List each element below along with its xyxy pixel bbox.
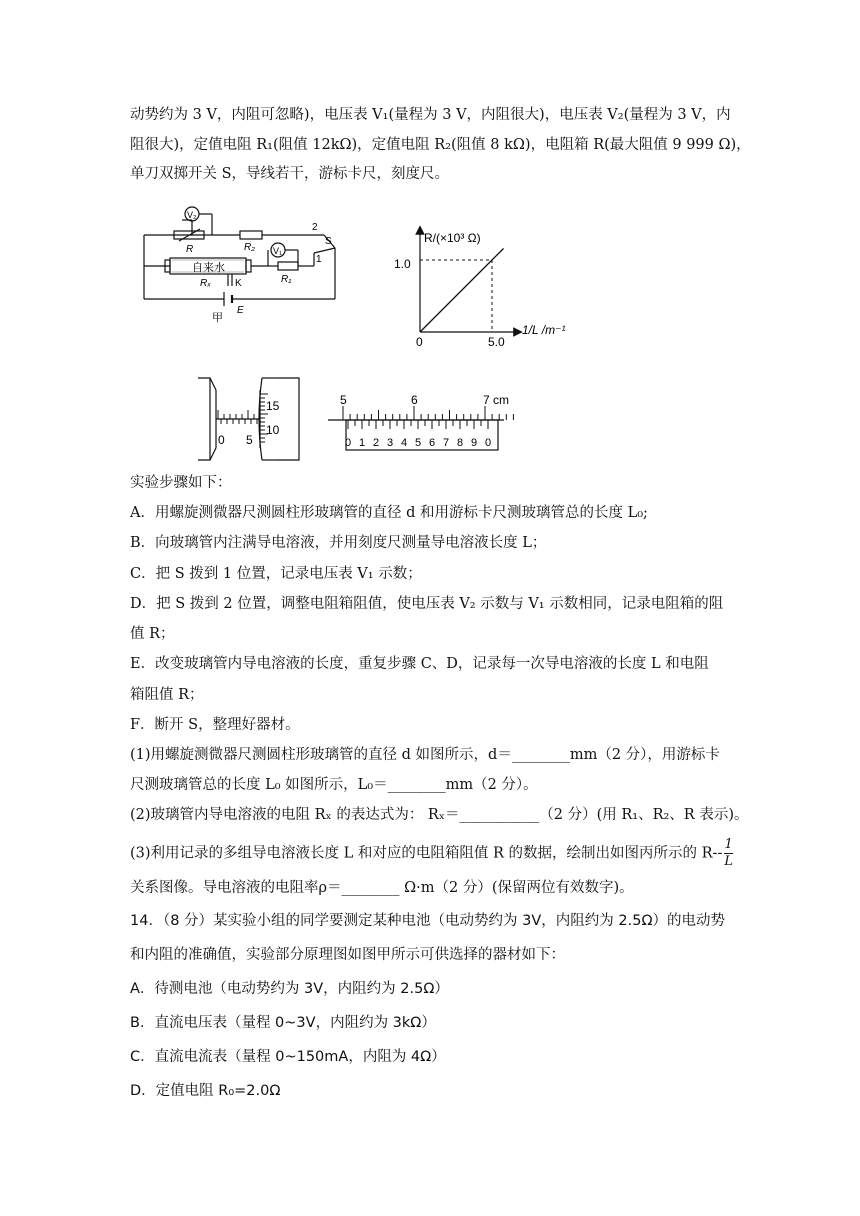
question-2: (2)玻璃管内导电溶液的电阻 Rₓ 的表达式为： Rₓ＝___________（2 分）(用 R₁、R₂、R 表示)。 (130, 807, 749, 823)
text-line-1: 动势约为 3 V，内阻可忽略)，电压表 V₁(量程为 3 V，内阻很大)，电压表 V₂(量程为 3 V，内 (130, 107, 731, 123)
chart-origin: 0 (416, 335, 423, 349)
question-1-line2: 尺测玻璃管总的长度 L₀ 如图所示，L₀＝________mm（2 分）。 (130, 777, 538, 793)
problem-14-line1: 14．（8 分）某实验小组的同学要测定某种电池（电动势约为 3V，内阻约为 2.5Ω）的电动势 (130, 913, 726, 929)
caliper-vernier-label: 8 (457, 437, 464, 449)
option-b: B．直流电压表（量程 0~3V，内阻约为 3kΩ） (130, 1015, 436, 1031)
e-label: E (237, 305, 244, 316)
chart-xlabel: 1/L /m⁻¹ (522, 323, 566, 337)
r-label: R (186, 244, 194, 255)
micrometer-figure (196, 376, 301, 462)
question-3-line2: 关系图像。导电溶液的电阻率ρ＝________ Ω·m（2 分）(保留两位有效数字)。 (130, 880, 634, 896)
caliper-vernier-label: 4 (401, 437, 408, 449)
step-e-line2: 箱阻值 R； (130, 687, 204, 703)
micrometer-main-label-5: 5 (246, 433, 253, 447)
micrometer-thimble-10: 10 (266, 423, 280, 437)
option-d: D．定值电阻 R₀=2.0Ω (130, 1083, 281, 1099)
caliper-main-6: 6 (411, 393, 418, 407)
step-e-line1: E．改变玻璃管内导电溶液的长度，重复步骤 C、D，记录每一次导电溶液的长度 L 和电阻 (130, 656, 709, 672)
water-label: 自来水 (192, 262, 225, 274)
text-line-3: 单刀双掷开关 S，导线若干，游标卡尺，刻度尺。 (130, 166, 450, 182)
r2-label: R₂ (244, 242, 256, 253)
r-vs-invL-chart (378, 222, 578, 352)
question-3-line1 (130, 837, 733, 870)
caliper-vernier-label: 2 (373, 437, 380, 449)
step-d-line2: 值 R； (130, 626, 175, 642)
caliper-figure (326, 390, 510, 454)
caliper-vernier-label: 9 (471, 437, 478, 449)
option-c: C．直流电流表（量程 0~150mA，内阻为 4Ω） (130, 1049, 446, 1065)
rx-label: Rₓ (200, 278, 212, 289)
caliper-main-5: 5 (340, 393, 347, 407)
v1-label: V₁ (273, 246, 283, 256)
chart-series-line (420, 248, 504, 332)
caliper-vernier-label: 0 (485, 437, 492, 449)
r1-label: R₁ (281, 274, 292, 285)
chart-ylabel: R/(×10³ Ω) (424, 231, 481, 245)
switch-pos-1: 1 (316, 254, 322, 265)
step-a: A．用螺旋测微器尺测圆柱形玻璃管的直径 d 和用游标卡尺测玻璃管总的长度 L₀; (130, 505, 648, 521)
fraction-numerator: 1 (724, 837, 733, 852)
caliper-vernier-label: 1 (359, 437, 366, 449)
micrometer-thimble-15: 15 (266, 399, 280, 413)
switch-label: S (325, 236, 332, 247)
caliper-vernier-label: 0 (345, 437, 352, 449)
circuit-diagram (132, 200, 352, 325)
fraction-denominator: L (724, 854, 733, 869)
v2-label: V₂ (187, 210, 197, 220)
switch-pos-2: 2 (312, 222, 318, 233)
step-b: B．向玻璃管内注满导电溶液，并用刻度尺测量导电溶液长度 L； (130, 535, 547, 551)
circuit-caption: 甲 (212, 312, 223, 324)
chart-xtick-1: 5.0 (488, 335, 505, 349)
option-a: A．待测电池（电动势约为 3V，内阻约为 2.5Ω） (130, 981, 449, 997)
micrometer-main-label-0: 0 (218, 433, 225, 447)
caliper-vernier-label: 3 (387, 437, 394, 449)
steps-title: 实验步骤如下： (130, 475, 232, 491)
fraction-one-over-l (724, 837, 733, 870)
caliper-vernier-label: 7 (443, 437, 450, 449)
caliper-vernier-label: 5 (415, 437, 422, 449)
caliper-main-7: 7 cm (483, 393, 510, 407)
question-3-text: (3)利用记录的多组导电溶液长度 L 和对应的电阻箱阻值 R 的数据，绘制出如图丙所示的 R-- (130, 845, 723, 862)
problem-14-line2: 和内阻的准确值，实验部分原理图如图甲所示可供选择的器材如下： (130, 947, 565, 963)
chart-ytick-1: 1.0 (394, 257, 411, 271)
step-f: F．断开 S，整理好器材。 (130, 717, 300, 733)
step-d-line1: D．把 S 拨到 2 位置，调整电阻箱阻值，使电压表 V₂ 示数与 V₁ 示数相同，记录电阻箱的阻 (130, 596, 724, 612)
k-label: K (235, 278, 242, 289)
question-1-line1: (1)用螺旋测微器尺测圆柱形玻璃管的直径 d 如图所示，d＝________mm（2 分），用游标卡 (130, 747, 720, 763)
caliper-vernier-label: 6 (429, 437, 436, 449)
text-line-2: 阻很大)，定值电阻 R₁(阻值 12kΩ)，定值电阻 R₂(阻值 8 kΩ)，电阻箱 R(最大阻值 9 999 Ω)， (130, 137, 751, 153)
step-c: C．把 S 拨到 1 位置，记录电压表 V₁ 示数； (130, 566, 422, 582)
